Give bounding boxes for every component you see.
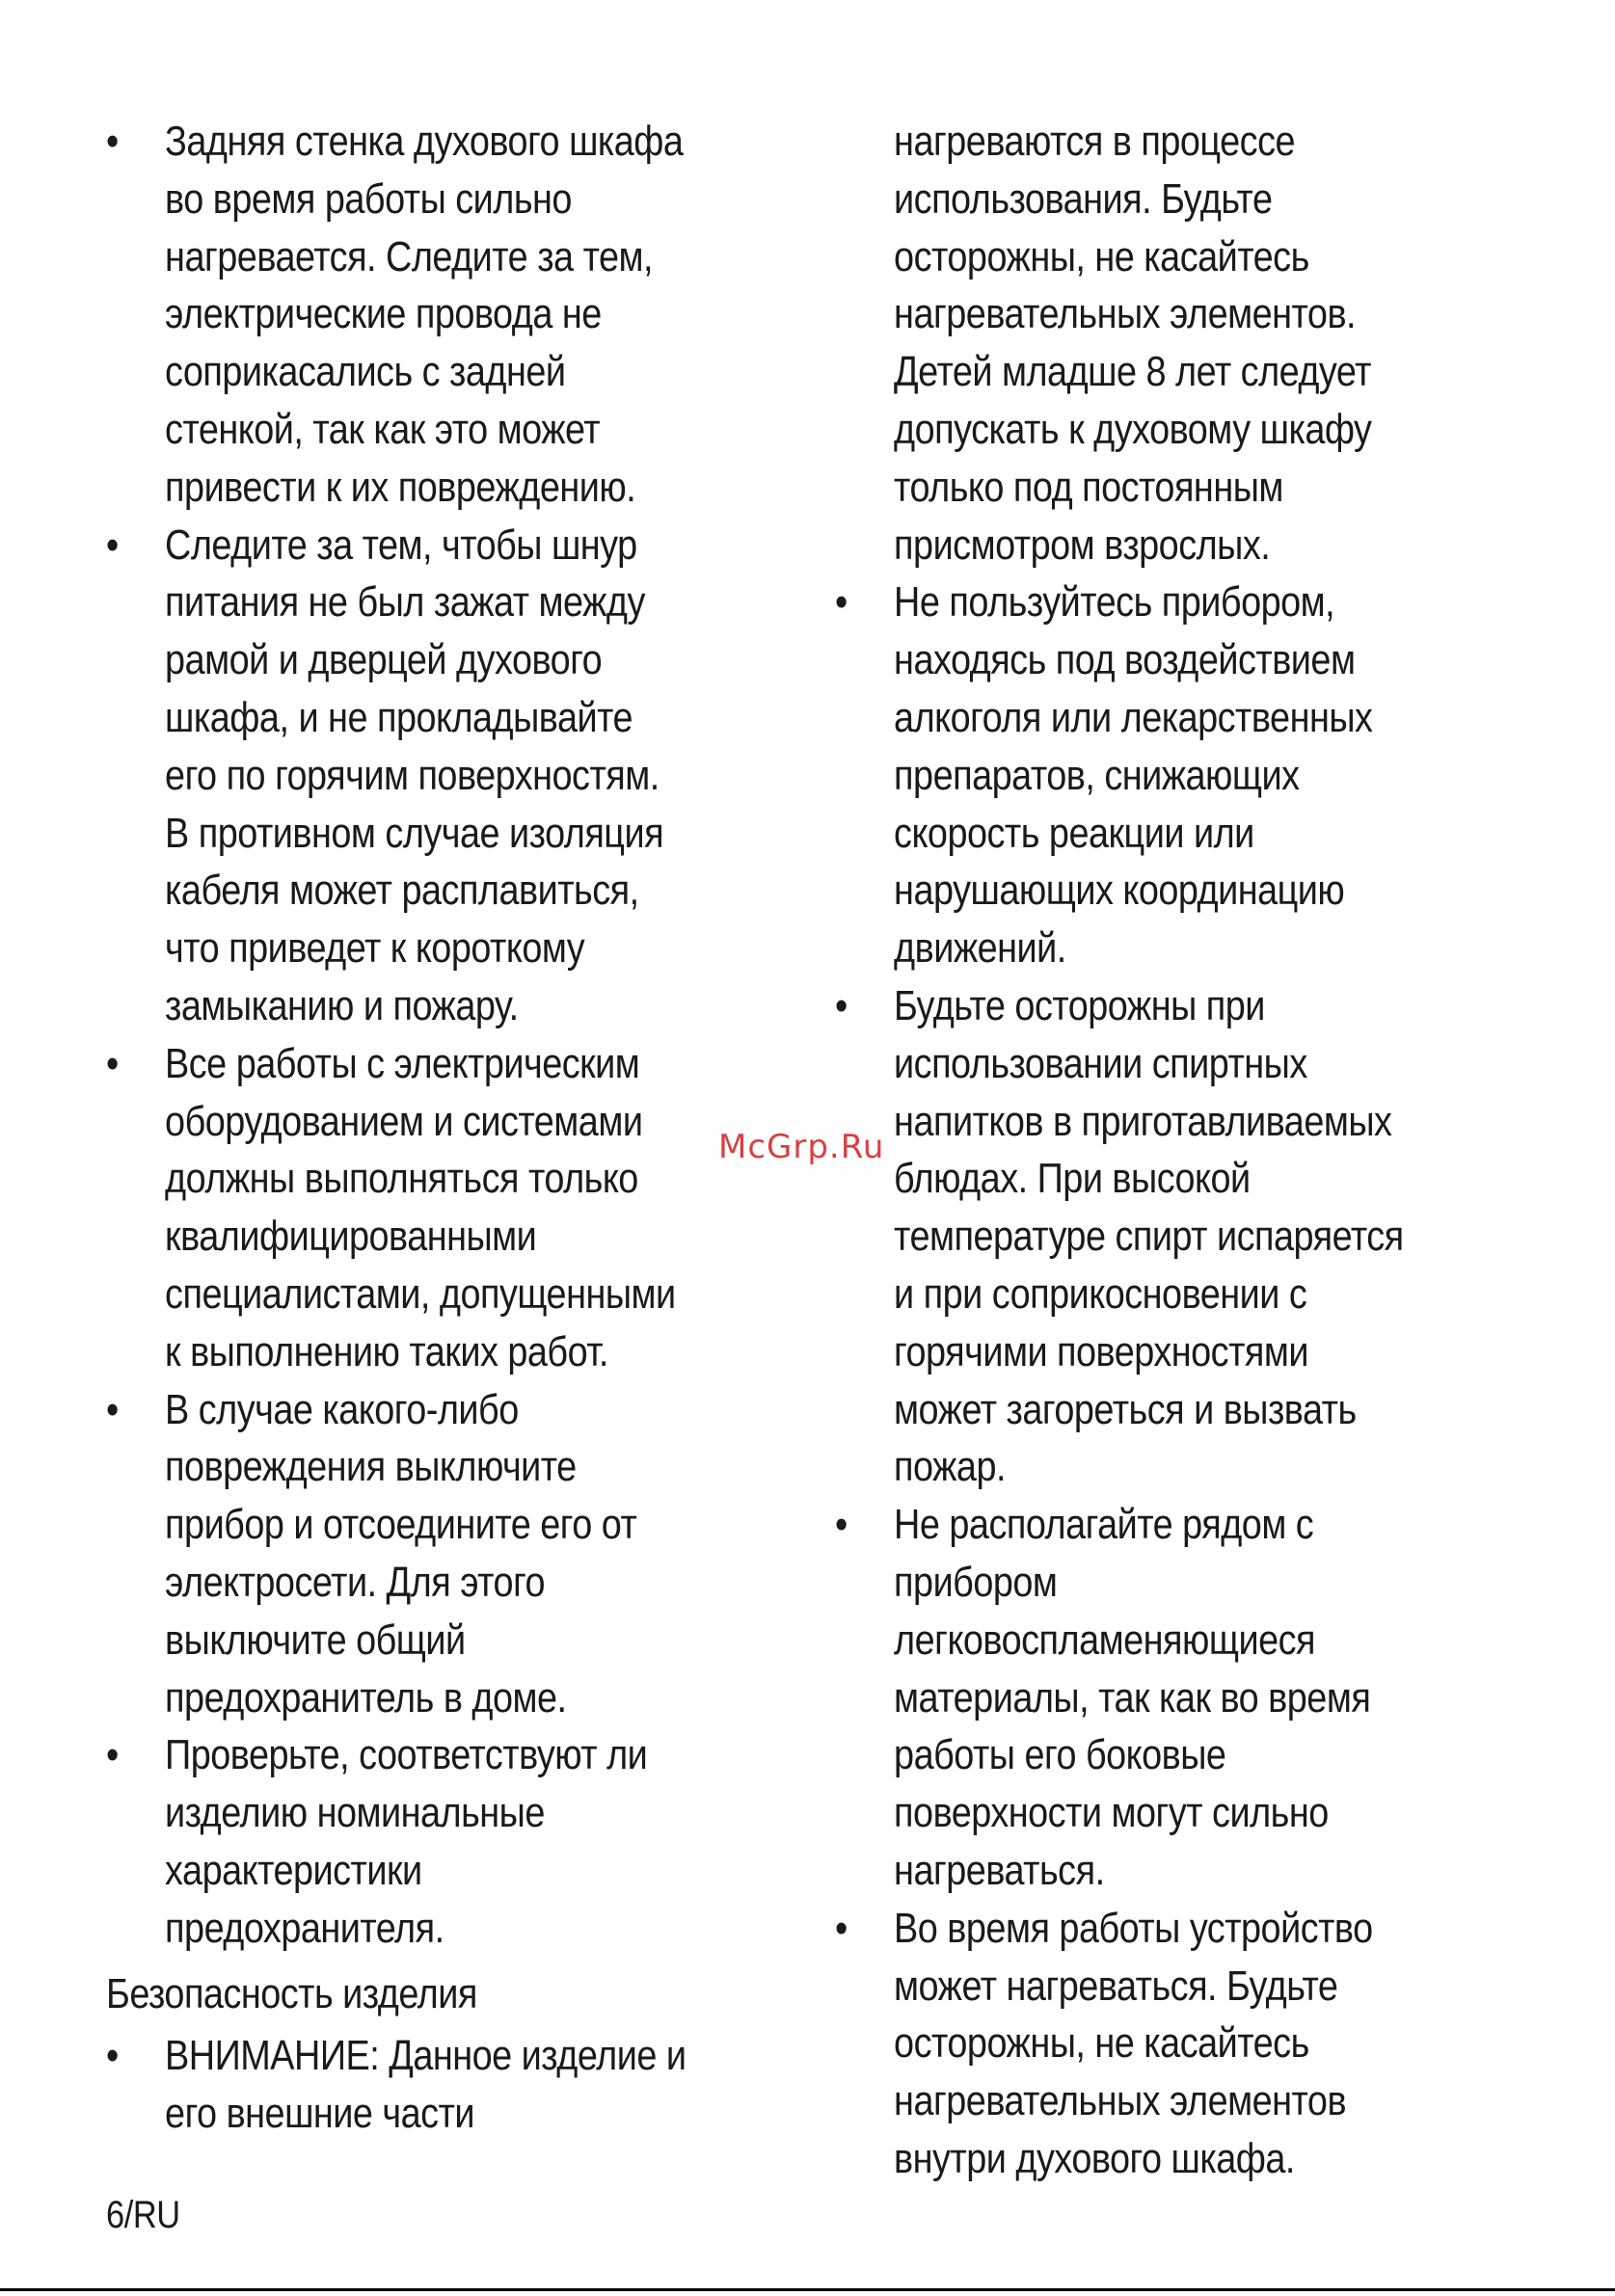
text-line: поверхности могут сильно — [894, 1789, 1329, 1837]
text-line: может загореться и вызвать — [894, 1385, 1357, 1433]
text-line: блюдах. При высокой — [894, 1155, 1251, 1203]
text-line: нагревается. Следите за тем, — [165, 232, 653, 280]
text-line: прибор и отсоедините его от — [165, 1501, 637, 1549]
text-line: во время работы сильно — [165, 174, 572, 223]
text-line: В случае какого-либо — [165, 1385, 519, 1433]
bullet-item — [835, 977, 1404, 1496]
text-line: использования. Будьте — [894, 174, 1273, 223]
text-line: его по горячим поверхностям. — [165, 751, 659, 799]
text-line: нарушающих координацию — [894, 867, 1345, 915]
text-line: препаратов, снижающих — [894, 751, 1300, 799]
text-line: пожар. — [894, 1443, 1006, 1491]
text-line: шкафа, и не прокладывайте — [165, 693, 633, 741]
bullet-item — [106, 1381, 686, 1727]
text-line: кабеля может расплавиться, — [165, 867, 639, 915]
text-line: электрические провода не — [165, 290, 602, 338]
text-line: материалы, так как во время — [894, 1673, 1371, 1722]
bullet-icon: • — [835, 981, 848, 1029]
text-line: ВНИМАНИЕ: Данное изделие и — [165, 2032, 686, 2080]
text-line: Во время работы устройство — [894, 1904, 1373, 1952]
left-column — [106, 113, 686, 2143]
text-line: осторожны, не касайтесь — [894, 232, 1309, 280]
text-line: осторожны, не касайтесь — [894, 2019, 1309, 2068]
text-line: горячими поверхностями — [894, 1327, 1308, 1375]
section-heading: Безопасность изделия — [106, 1969, 477, 2017]
text-line: Следите за тем, чтобы шнур — [165, 521, 637, 569]
text-line: повреждения выключите — [165, 1443, 577, 1491]
text-line: Задняя стенка духового шкафа — [165, 118, 684, 165]
bullet-item — [835, 1496, 1404, 1900]
bullet-item — [106, 1726, 686, 1957]
text-line: использовании спиртных — [894, 1039, 1307, 1087]
text-line: В противном случае изоляция — [165, 809, 664, 857]
text-line: Будьте осторожны при — [894, 981, 1265, 1029]
text-line: Не располагайте рядом с — [894, 1501, 1314, 1549]
continued-paragraph — [835, 113, 1404, 574]
bullet-icon: • — [835, 578, 848, 627]
text-line: привести к их повреждению. — [165, 463, 636, 511]
text-line: движений. — [894, 924, 1066, 973]
text-line: характеристики — [165, 1846, 422, 1894]
text-line: Не пользуйтесь прибором, — [894, 578, 1335, 627]
text-line: стенкой, так как это может — [165, 405, 601, 453]
page-number: 6/RU — [106, 2194, 180, 2236]
text-line: нагревательных элементов. — [894, 290, 1357, 338]
text-line: легковоспламеняющиеся — [894, 1615, 1315, 1664]
bullet-item — [835, 574, 1404, 977]
bottom-divider — [0, 2288, 1615, 2291]
bullet-icon: • — [106, 2032, 119, 2080]
text-line: Проверьте, соответствуют ли — [165, 1731, 648, 1779]
text-line: Все работы с электрическим — [165, 1039, 640, 1087]
text-line: нагреваются в процессе — [894, 118, 1296, 165]
text-line: алкоголя или лекарственных — [894, 693, 1373, 741]
bullet-item — [106, 1035, 686, 1381]
text-line: прибором — [894, 1558, 1058, 1606]
bullet-icon: • — [106, 521, 119, 569]
text-line: соприкасались с задней — [165, 348, 566, 396]
bullet-item — [106, 517, 686, 1035]
bullet-icon: • — [106, 1039, 119, 1087]
text-line: его внешние части — [165, 2090, 475, 2138]
text-line: работы его боковые — [894, 1731, 1226, 1779]
text-line: выключите общий — [165, 1615, 466, 1664]
bullet-icon: • — [835, 1904, 848, 1952]
watermark: McGrp.Ru — [718, 1128, 885, 1166]
text-line: присмотром взрослых. — [894, 521, 1271, 569]
text-line: предохранителя. — [165, 1904, 444, 1952]
text-line: изделию номинальные — [165, 1789, 545, 1837]
text-line: скорость реакции или — [894, 809, 1254, 857]
text-line: специалистами, допущенными — [165, 1269, 676, 1318]
text-line: внутри духового шкафа. — [894, 2134, 1295, 2182]
bullet-icon: • — [106, 1385, 119, 1433]
text-line: квалифицированными — [165, 1213, 537, 1261]
bullet-item — [106, 113, 686, 517]
text-line: оборудованием и системами — [165, 1097, 643, 1145]
text-line: электросети. Для этого — [165, 1558, 546, 1606]
text-line: и при соприкосновении с — [894, 1269, 1307, 1318]
text-line: нагревательных элементов — [894, 2077, 1347, 2125]
text-line: напитков в приготавливаемых — [894, 1097, 1392, 1145]
bullet-icon: • — [106, 1731, 119, 1779]
text-line: должны выполняться только — [165, 1155, 638, 1203]
text-line: питания не был зажат между — [165, 578, 645, 627]
text-line: предохранитель в доме. — [165, 1673, 567, 1722]
text-line: находясь под воздействием — [894, 636, 1356, 684]
right-column — [835, 113, 1404, 2188]
text-line: к выполнению таких работ. — [165, 1327, 608, 1375]
text-line: допускать к духовому шкафу — [894, 405, 1372, 453]
bullet-item — [835, 1900, 1404, 2188]
bullet-icon: • — [835, 1501, 848, 1549]
text-line: что приведет к короткому — [165, 924, 585, 973]
bullet-item — [106, 2027, 686, 2143]
text-line: Детей младше 8 лет следует — [894, 348, 1371, 396]
text-line: рамой и дверцей духового — [165, 636, 603, 684]
text-line: может нагреваться. Будьте — [894, 1962, 1338, 2010]
text-line: нагреваться. — [894, 1846, 1105, 1894]
text-line: замыканию и пожару. — [165, 981, 519, 1029]
text-line: температуре спирт испаряется — [894, 1213, 1404, 1261]
text-line: только под постоянным — [894, 463, 1283, 511]
bullet-icon: • — [106, 118, 119, 165]
